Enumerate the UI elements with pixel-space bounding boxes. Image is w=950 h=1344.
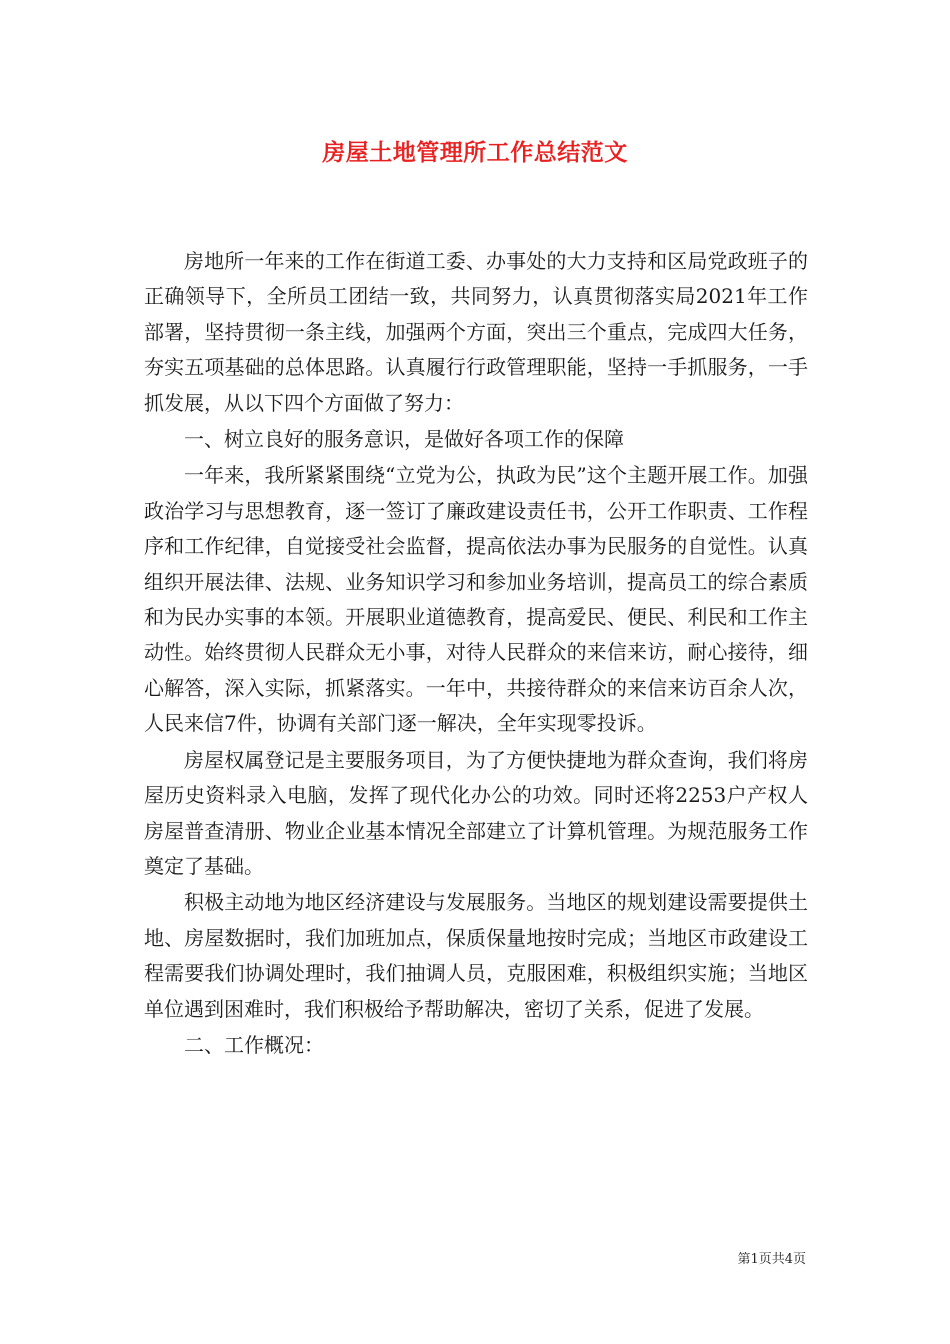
page-number: 第1页共4页 — [737, 1252, 806, 1267]
section-heading-2: 二、工作概况： — [184, 1032, 324, 1057]
paragraph-service: 一年来，我所紧紧围绕“立党为公，执政为民”这个主题开展工作。加强政治学习与思想教育，逐一签订了廉政建设责任书，公开工作职责、工作程序和工作纪律，自觉接受社会监督，提高依法办事为民服务的自觉性。认真组织开展法律、法规、业务知识学习和参加业务培训，提高员工的综合素质和为民办实事的本领。开展职业道德教育，提高爱民、便民、利民和工作主动性。始终贯彻人民群众无小事，对待人民群众的来信来访，耐心接待，细心解答，深入实际，抓紧落实。一年中，共接待群众的来信来访百余人次，人民来信7件，协调有关部门逐一解决，全年实现零投诉。 — [144, 463, 808, 736]
document-body — [144, 244, 808, 1064]
paragraph-registration: 房屋权属登记是主要服务项目，为了方便快捷地为群众查询，我们将房屋历史资料录入电脑，发挥了现代化办公的功效。同时还将2253户产权人房屋普查清册、物业企业基本情况全部建立了计算机管理。为规范服务工作奠定了基础。 — [144, 747, 808, 878]
paragraph-intro: 房地所一年来的工作在街道工委、办事处的大力支持和区局党政班子的正确领导下，全所员工团结一致，共同努力，认真贯彻落实局2021年工作部署，坚持贯彻一条主线，加强两个方面，突出三个重点，完成四大任务，夯实五项基础的总体思路。认真履行行政管理职能，坚持一手抓服务，一手抓发展，从以下四个方面做了努力： — [144, 249, 808, 415]
document-title: 房屋土地管理所工作总结范文 — [322, 139, 628, 166]
section-heading-1: 一、树立良好的服务意识，是做好各项工作的保障 — [184, 427, 624, 452]
paragraph-economy: 积极主动地为地区经济建设与发展服务。当地区的规划建设需要提供土地、房屋数据时，我们加班加点，保质保量地按时完成；当地区市政建设工程需要我们协调处理时，我们抽调人员，克服困难，积极组织实施；当地区单位遇到困难时，我们积极给予帮助解决，密切了关系，促进了发展。 — [144, 890, 808, 1021]
